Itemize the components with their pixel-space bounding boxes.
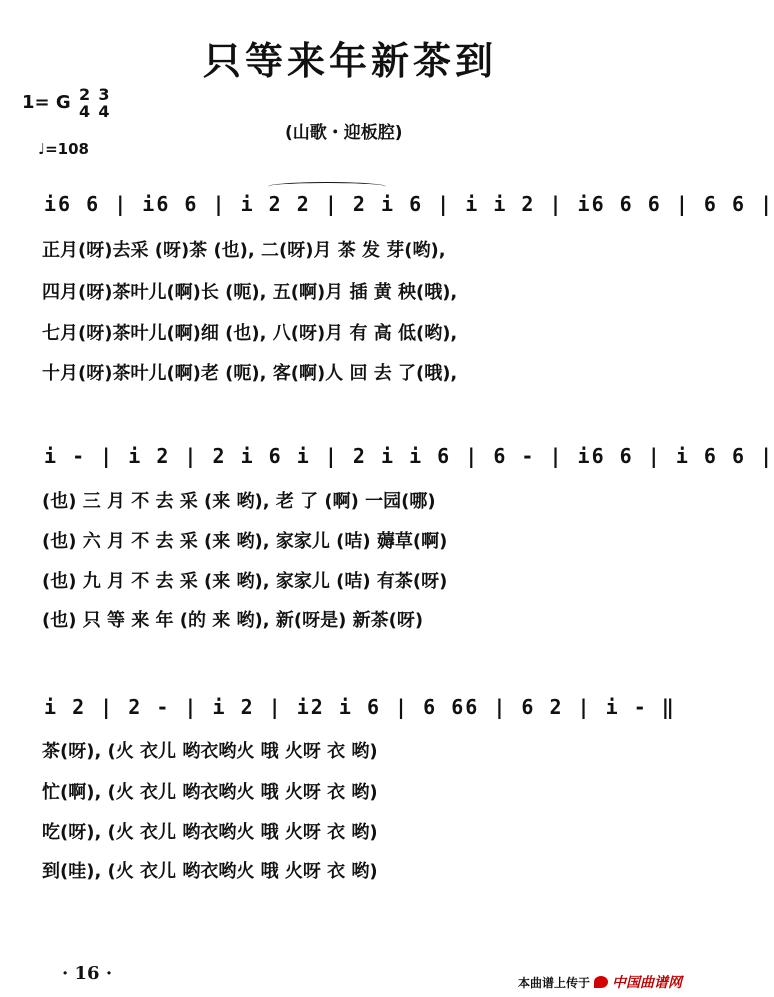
lyric-line-2-3: (也) 九 月 不 去 采 (来 哟), 家家儿 (咭) 有茶(呀) <box>42 571 448 592</box>
lyric-line-3-1: 茶(呀), (火 衣儿 哟衣哟火 哦 火呀 衣 哟) <box>42 741 378 762</box>
time-signature-2-4: 2 4 <box>78 85 91 121</box>
score-line-3: i 2 | 2 - | i 2 | i2 i 6 | 6 66 | 6 2 | i - ‖ <box>44 695 676 719</box>
score-line-1: i6 6 | i6 6 | i 2 2 | 2 i 6 | i i 2 | i6 6 6 | 6 6 | <box>44 192 774 216</box>
lyric-line-3-2: 忙(啊), (火 衣儿 哟衣哟火 哦 火呀 衣 哟) <box>42 782 378 803</box>
footer-text: 本曲谱上传于 <box>517 975 590 990</box>
score-line-2: i - | i 2 | 2 i 6 i | 2 i i 6 | 6 - | i6 6 | i 6 6 | <box>44 444 774 468</box>
lyric-line-1-4: 十月(呀)茶叶儿(啊)老 (呃), 客(啊)人 回 去 了(哦), <box>42 363 458 384</box>
lyric-line-1-2: 四月(呀)茶叶儿(啊)长 (呃), 五(啊)月 插 黄 秧(哦), <box>42 282 458 303</box>
site-logo-icon <box>594 976 608 988</box>
time-signature-3-4: 3 4 <box>98 85 110 121</box>
lyric-line-3-4: 到(哇), (火 衣儿 哟衣哟火 哦 火呀 衣 哟) <box>42 861 378 882</box>
slur-mark <box>268 182 386 191</box>
key-label: 1= G <box>22 92 71 113</box>
key-signature <box>22 86 110 120</box>
lyric-line-3-3: 吃(呀), (火 衣儿 哟衣哟火 哦 火呀 衣 哟) <box>42 822 378 843</box>
footer-credit <box>518 972 682 992</box>
song-title: 只等来年新茶到 <box>202 39 497 83</box>
page-number: · 16 · <box>62 963 113 984</box>
lyric-line-1-1: 正月(呀)去采 (呀)茶 (也), 二(呀)月 茶 发 芽(哟), <box>42 240 446 261</box>
lyric-line-2-4: (也) 只 等 来 年 (的 来 哟), 新(呀是) 新茶(呀) <box>42 610 424 631</box>
site-brand: 中国曲谱网 <box>612 975 682 991</box>
lyric-line-2-2: (也) 六 月 不 去 采 (来 哟), 家家儿 (咭) 薅草(啊) <box>42 531 448 552</box>
tempo-marking: ♩=108 <box>38 140 89 158</box>
genre-label: (山歌・迎板腔) <box>285 123 403 143</box>
lyric-line-2-1: (也) 三 月 不 去 采 (来 哟), 老 了 (啊) 一园(哪) <box>42 491 436 512</box>
lyric-line-1-3: 七月(呀)茶叶儿(啊)细 (也), 八(呀)月 有 高 低(哟), <box>42 323 458 344</box>
